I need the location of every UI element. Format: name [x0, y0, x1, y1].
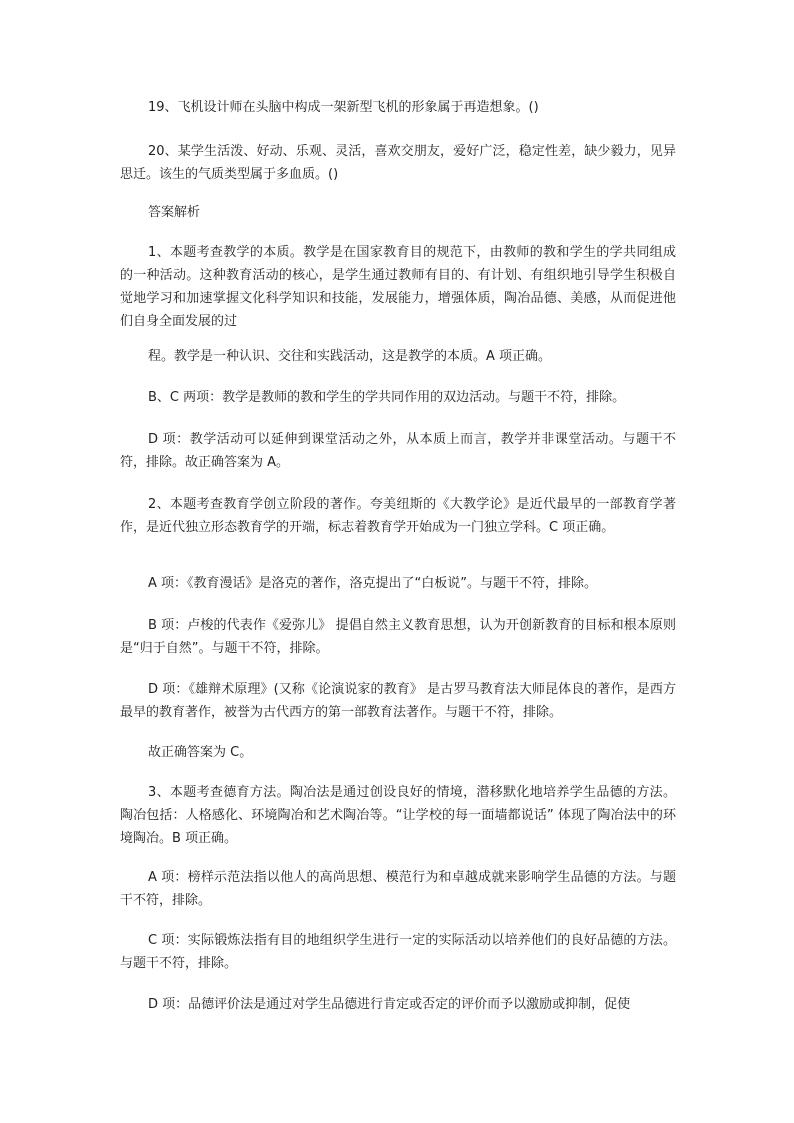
question-20: 20、某学生活泼、好动、乐观、灵活，喜欢交朋友，爱好广泛，稳定性差，缺少毅力，见异思迁。该生的气质类型属于多血质。() — [120, 144, 676, 182]
question-19: 19、飞机设计师在头脑中构成一架新型飞机的形象属于再造想象。() — [148, 100, 539, 115]
analysis-1-option-d: D 项：教学活动可以延伸到课堂活动之外，从本质上而言，教学并非课堂活动。与题干不符，排除。故正确答案为 A。 — [120, 432, 676, 470]
analysis-2-option-a: A 项：《教育漫话》是洛克的著作，洛克提出了“白板说”。与题干不符，排除。 — [148, 576, 597, 591]
analysis-3-option-d: D 项：品德评价法是通过对学生品德进行肯定或否定的评价而予以激励或抑制，促使 — [148, 997, 631, 1012]
analysis-1-continuation: 程。教学是一种认识、交往和实践活动，这是教学的本质。A 项正确。 — [148, 349, 552, 364]
analysis-3-paragraph: 3、本题考查德育方法。陶冶法是通过创设良好的情境，潜移默化地培养学生品德的方法。陶冶包括：人格感化、环境陶冶和艺术陶冶等。“让学校的每一面墙都说话” 体现了陶冶法中的环境陶冶。B 项正确。 — [120, 785, 676, 846]
analysis-1-option-bc: B、C 两项：教学是教师的教和学生的学共同作用的双边活动。与题干不符，排除。 — [148, 390, 626, 405]
answer-analysis-heading: 答案解析 — [148, 205, 201, 220]
analysis-2-answer: 故正确答案为 C。 — [148, 745, 253, 760]
analysis-3-option-a: A 项：榜样示范法指以他人的高尚思想、模范行为和卓越成就来影响学生品德的方法。与题干不符，排除。 — [120, 870, 676, 908]
analysis-2-paragraph: 2、本题考查教育学创立阶段的著作。夸美纽斯的《大教学论》是近代最早的一部教育学著作，是近代独立形态教育学的开端，标志着教育学开始成为一门独立学科。C 项正确。 — [120, 497, 676, 535]
analysis-1-paragraph: 1、本题考查教学的本质。教学是在国家教育目的规范下，由教师的教和学生的学共同组成的一种活动。这种教育活动的核心，是学生通过教师有目的、有计划、有组织地引导学生积极自觉地学习和加速掌握文化科学知识和技能，发展能力，增强体质，陶冶品德、美感，从而促进他们自身全面发展的过 — [120, 245, 676, 329]
analysis-3-option-c: C 项：实际锻炼法指有目的地组织学生进行一定的实际活动以培养他们的良好品德的方法。与题干不符，排除。 — [120, 933, 676, 971]
analysis-2-option-b: B 项：卢梭的代表作《爱弥儿》 提倡自然主义教育思想，认为开创新教育的目标和根本原则是“归于自然”。与题干不符，排除。 — [120, 618, 676, 656]
analysis-2-option-d: D 项：《雄辩术原理》(又称《论演说家的教育》 是古罗马教育法大师昆体良的著作，是西方最早的教育著作，被誉为古代西方的第一部教育法著作。与题干不符，排除。 — [120, 682, 676, 720]
